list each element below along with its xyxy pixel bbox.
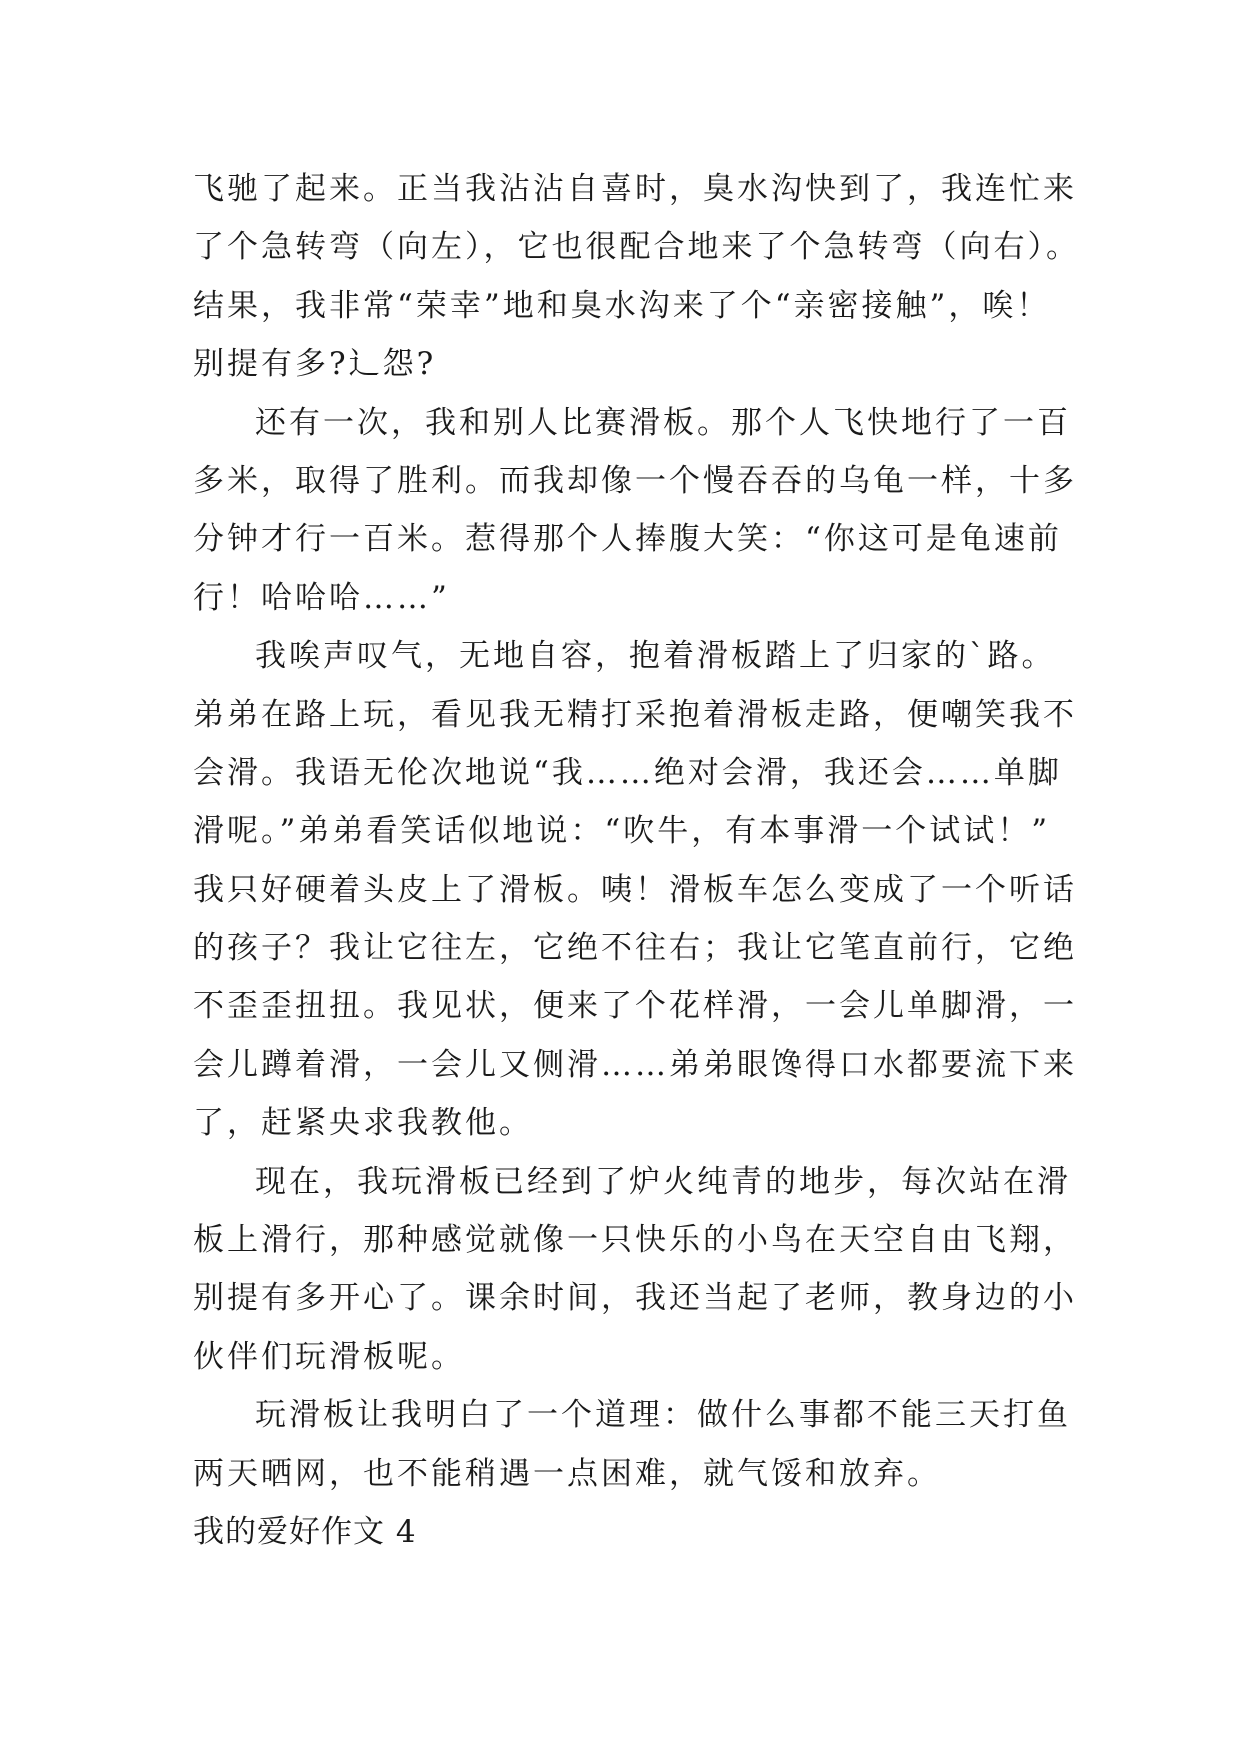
text-line: 结果，我非常“荣幸”地和臭水沟来了个“亲密接触”，唉！ [193, 287, 1051, 324]
text-line: 两天晒网，也不能稍遇一点困难，就气馁和放弃。 [193, 1455, 941, 1492]
text-line: 行！哈哈哈……” [193, 579, 450, 616]
section-heading: 我的爱好作文 4 [193, 1513, 417, 1550]
paragraph-first-line: 现在，我玩滑板已经到了炉火纯青的地步，每次站在滑 [255, 1163, 1071, 1200]
paragraph-first-line: 我唉声叹气，无地自容，抱着滑板踏上了归家的`路。 [255, 638, 1056, 675]
text-line: 飞驰了起来。正当我沾沾自喜时，臭水沟快到了，我连忙来 [193, 171, 1077, 207]
text-line: 别提有多?辶怨? [193, 346, 437, 383]
paragraph-first-line: 玩滑板让我明白了一个道理：做什么事都不能三天打鱼 [255, 1397, 1071, 1434]
text-line: 多米，取得了胜利。而我却像一个慢吞吞的乌龟一样，十多 [193, 462, 1077, 499]
text-line: 弟弟在路上玩，看见我无精打采抱着滑板走路，便嘲笑我不 [193, 696, 1077, 733]
text-line: 板上滑行，那种感觉就像一只快乐的小鸟在天空自由飞翔， [193, 1222, 1077, 1259]
text-line: 伙伴们玩滑板呢。 [193, 1338, 465, 1375]
text-line: 别提有多开心了。课余时间，我还当起了老师，教身边的小 [193, 1280, 1077, 1317]
text-line: 了个急转弯（向左），它也很配合地来了个急转弯（向右）。 [193, 229, 1080, 266]
paragraph-first-line: 还有一次，我和别人比赛滑板。那个人飞快地行了一百 [255, 404, 1071, 441]
text-line: 了，赶紧央求我教他。 [193, 1105, 533, 1142]
text-line: 我只好硬着头皮上了滑板。咦！滑板车怎么变成了一个听话 [193, 871, 1077, 908]
text-line: 滑呢。”弟弟看笑话似地说：“吹牛，有本事滑一个试试！” [193, 813, 1051, 850]
text-line: 会滑。我语无伦次地说“我……绝对会滑，我还会……单脚 [193, 754, 1062, 791]
text-line: 的孩子？我让它往左，它绝不往右；我让它笔直前行，它绝 [193, 930, 1077, 967]
essay-body [193, 160, 1080, 1561]
text-line: 会儿蹲着滑，一会儿又侧滑……弟弟眼馋得口水都要流下来 [193, 1046, 1077, 1083]
text-line: 分钟才行一百米。惹得那个人捧腹大笑：“你这可是龟速前 [193, 521, 1062, 558]
text-line: 不歪歪扭扭。我见状，便来了个花样滑，一会儿单脚滑，一 [193, 988, 1077, 1025]
